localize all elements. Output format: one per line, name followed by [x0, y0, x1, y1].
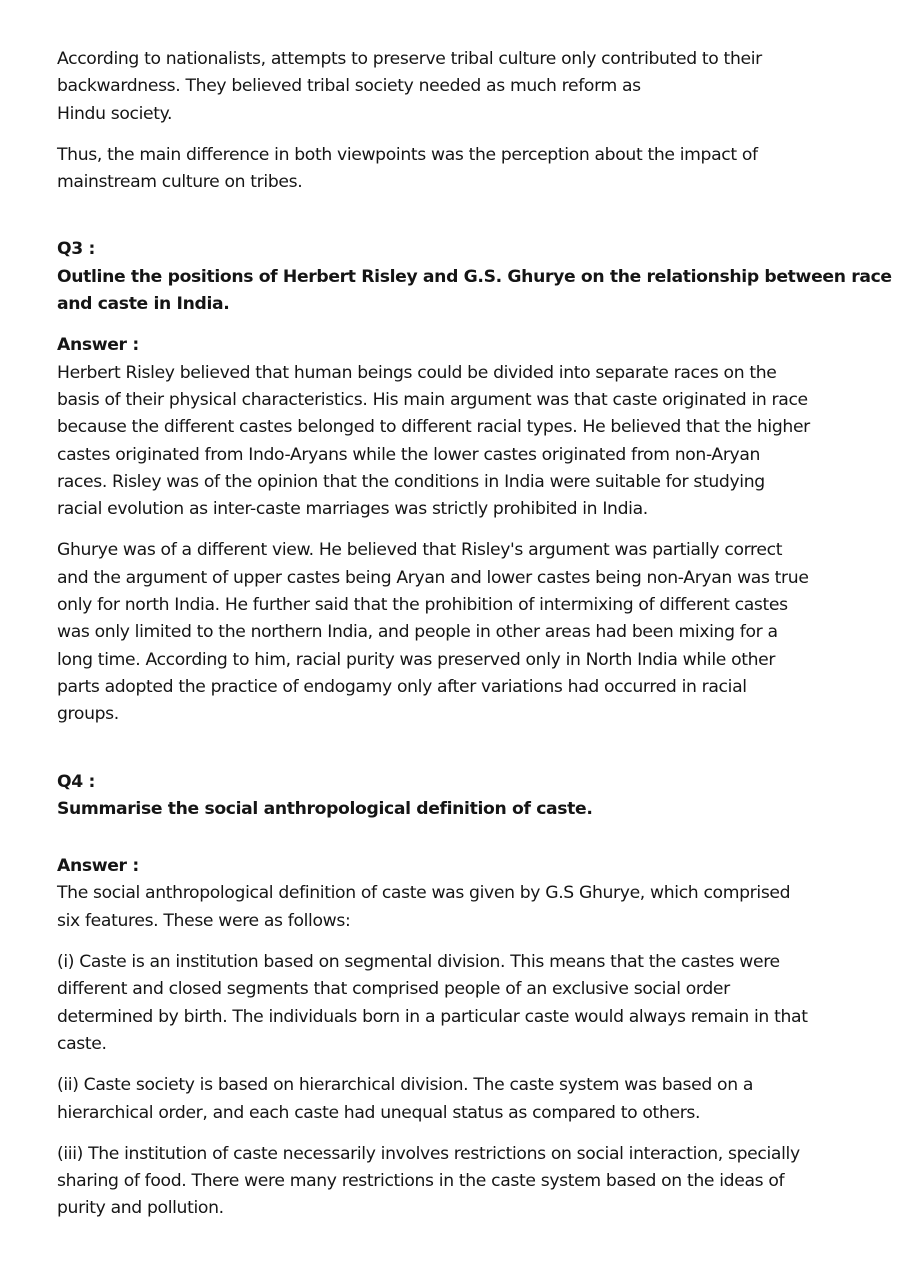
- q3-answer-label: [57, 332, 897, 359]
- q4-answer-label: [57, 853, 897, 880]
- text-line: Herbert Risley believed that human beings could be divided into separate races on the: [57, 362, 777, 383]
- q4-answer-paragraph-4: [57, 1141, 897, 1223]
- answer-label: Answer :: [57, 335, 139, 356]
- text-line: and caste in India.: [57, 294, 230, 315]
- document-page: [57, 46, 897, 1223]
- text-line: (i) Caste is an institution based on segmental division. This means that the castes were: [57, 952, 780, 973]
- text-line: long time. According to him, racial purity was preserved only in North India while other: [57, 649, 776, 670]
- text-line: because the different castes belonged to different racial types. He believed that the higher: [57, 417, 810, 438]
- q3-answer-paragraph-2: [57, 537, 897, 728]
- answer-label: Answer :: [57, 856, 139, 877]
- question-number: Q3 :: [57, 239, 96, 260]
- text-line: mainstream culture on tribes.: [57, 172, 303, 193]
- q4-answer-paragraph-3: [57, 1072, 897, 1127]
- text-line: (ii) Caste society is based on hierarchical division. The caste system was based on a: [57, 1075, 754, 1096]
- q3-question: [57, 264, 897, 319]
- text-line: caste.: [57, 1033, 107, 1054]
- text-line: racial evolution as inter-caste marriages was strictly prohibited in India.: [57, 499, 648, 520]
- q4-question: [57, 796, 897, 823]
- text-line: only for north India. He further said that the prohibition of intermixing of different castes: [57, 595, 788, 616]
- text-line: Outline the positions of Herbert Risley and G.S. Ghurye on the relationship between race: [57, 266, 892, 287]
- text-line: castes originated from Indo-Aryans while the lower castes originated from non-Aryan: [57, 444, 761, 465]
- text-line: different and closed segments that comprised people of an exclusive social order: [57, 979, 730, 1000]
- text-line: six features. These were as follows:: [57, 910, 351, 931]
- text-line: According to nationalists, attempts to preserve tribal culture only contributed to their: [57, 49, 762, 69]
- text-line: backwardness. They believed tribal society needed as much reform as: [57, 76, 641, 97]
- text-line: was only limited to the northern India, and people in other areas had been mixing for a: [57, 622, 778, 643]
- text-line: hierarchical order, and each caste had unequal status as compared to others.: [57, 1102, 701, 1123]
- text-line: Summarise the social anthropological definition of caste.: [57, 798, 593, 819]
- text-line: parts adopted the practice of endogamy only after variations had occurred in racial: [57, 676, 747, 697]
- text-line: Hindu society.: [57, 103, 173, 124]
- text-line: Thus, the main difference in both viewpoints was the perception about the impact of: [57, 144, 758, 165]
- text-line: sharing of food. There were many restrictions in the caste system based on the ideas of: [57, 1171, 785, 1192]
- intro-paragraph-2: [57, 142, 897, 197]
- text-line: determined by birth. The individuals born in a particular caste would always remain in that: [57, 1006, 808, 1027]
- q3-answer-paragraph-1: [57, 360, 897, 524]
- intro-paragraph-1: [57, 46, 897, 128]
- text-line: races. Risley was of the opinion that the conditions in India were suitable for studying: [57, 471, 765, 492]
- text-line: and the argument of upper castes being Aryan and lower castes being non-Aryan was true: [57, 567, 809, 588]
- text-line: groups.: [57, 704, 119, 725]
- question-number: Q4 :: [57, 771, 96, 792]
- q4-answer-paragraph-1: [57, 880, 897, 935]
- text-line: Ghurye was of a different view. He believed that Risley's argument was partially correct: [57, 540, 783, 561]
- text-line: (iii) The institution of caste necessarily involves restrictions on social interaction, specially: [57, 1143, 800, 1164]
- q4-label: [57, 769, 897, 796]
- q4-answer-paragraph-2: [57, 949, 897, 1058]
- text-line: The social anthropological definition of caste was given by G.S Ghurye, which comprised: [57, 883, 791, 904]
- text-line: basis of their physical characteristics. His main argument was that caste originated in race: [57, 389, 808, 410]
- text-line: purity and pollution.: [57, 1198, 224, 1219]
- q3-label: [57, 236, 897, 263]
